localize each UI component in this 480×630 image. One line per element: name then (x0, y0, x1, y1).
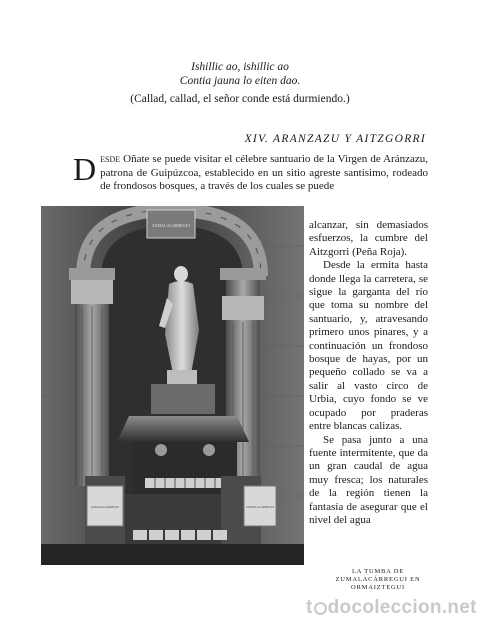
left-plaque-text: ZUMALACARREGUI (90, 505, 120, 509)
verse-line-1: Ishillic ao, ishillic ao (191, 61, 289, 73)
right-plaque-text: ZUMALACARREGUI (245, 505, 275, 509)
plaque-inscription: ZUMALACARREGUI (152, 223, 190, 228)
text-column (309, 219, 428, 527)
column-paragraph-2: Desde la ermita hasta donde llega la carretera, se sigue la garganta del río que toma su nombre del santuario, y, atravesando primero unos pinares, y a continuación un frondoso bosque de hayas, por un pequeño collado se va a salir al vasto circo de Urbia, cuyo fondo se ve ocupado por praderas entre blancas calizas. (309, 259, 428, 433)
section-heading: XIV. ARANZAZU Y AITZGORRI (244, 133, 426, 145)
column-paragraph-3: Se pasa junto a una fuente intermitente, que da un gran caudal de agua muy fresca; los naturales de la región tienen la fantasía de asegurar que el nivel del agua (309, 433, 428, 526)
verse-translation: (Callad, callad, el señor conde está durmiendo.) (130, 93, 350, 105)
pedestal (151, 384, 215, 414)
watermark (306, 597, 477, 619)
intro-paragraph (73, 153, 428, 194)
tomb-photograph (41, 206, 304, 565)
first-word-rest: esde (100, 153, 121, 165)
watermark-text-end: docoleccion.net (327, 597, 477, 618)
watermark-logo-icon (314, 602, 327, 615)
watermark-text-start: t (306, 597, 313, 618)
photo-caption: LA TUMBA DE ZUMALACÁRREGUI EN ORMAIZTEGUI (335, 568, 421, 591)
drop-cap: D (73, 151, 97, 187)
floor (41, 544, 304, 565)
intro-text: Oñate se puede visitar el célebre santuario de la Virgen de Aránzazu, patrona de Guipúzcoa, establecido en un sitio agreste santísimo, rodeado de frondosos bosques, a través de los cuales se puede (100, 153, 428, 192)
column-paragraph-1: alcanzar, sin demasiados esfuerzos, la cumbre del Aitzgorri (Peña Roja). (309, 219, 428, 258)
verse-line-2: Contia jauna lo eiten dao. (179, 75, 301, 87)
